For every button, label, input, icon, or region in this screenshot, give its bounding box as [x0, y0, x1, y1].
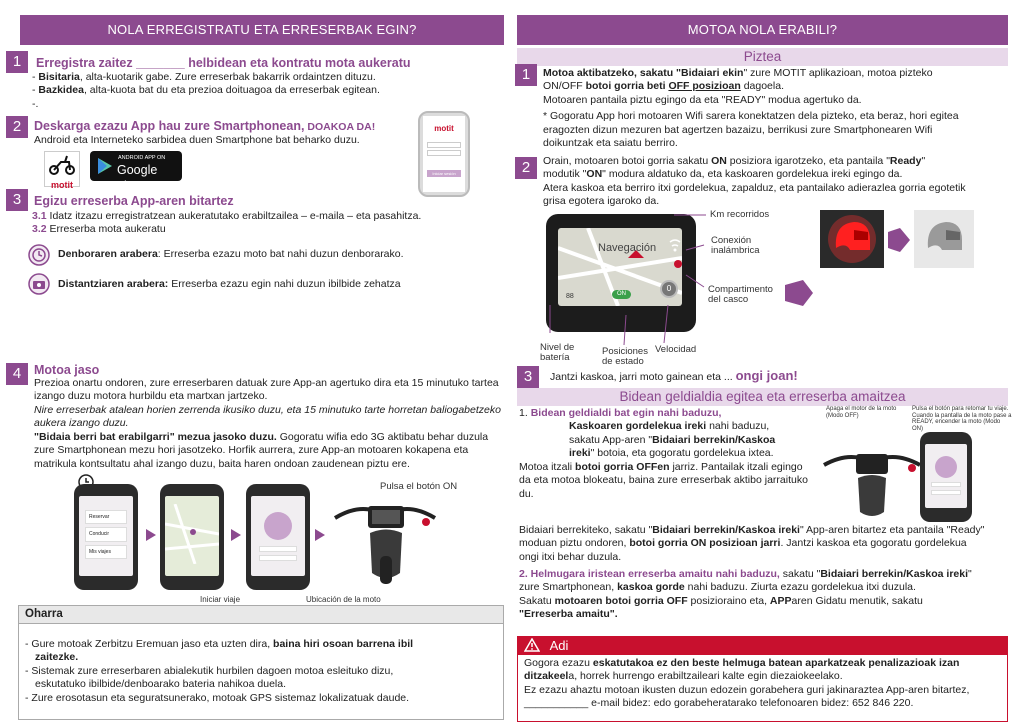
step-number-4: 4	[6, 363, 28, 385]
distance-icon	[28, 273, 50, 295]
stop-end-header: Bidean geldialdia egitea eta erreserba amaitzea	[517, 388, 1008, 406]
stop-text: 1. Bidean geldialdi bat egin nahi baduzu, Kaskoaren gordelekua ireki nahi baduzu, sakatu App-aren "Bidaiari berrekin/Kaskoa ireki" botoia, eta gogoratu gordelekua ixtea. Motoa itzali botoi gorria OFFen jarriz. Pantailak itzali egingo da eta motoa blokeatu, baina zure erreserbak aktibo jarraituko du.	[519, 407, 808, 500]
helmet-red-panel	[820, 210, 884, 268]
clock-icon	[28, 244, 50, 266]
reserve-steps: 3.1 Idatz itzazu erregistratzean aukeratutako erabiltzailea – e-maila – eta pasahitza. 3.2 Erreserba mota aukeratu	[32, 210, 422, 236]
label-km: Km recorridos	[710, 209, 770, 220]
label-moto-location: Ubicación de la moto	[306, 595, 381, 604]
arrow-right-icon	[314, 528, 326, 542]
label-helmet-compartment: Compartimento del casco	[708, 284, 773, 306]
right-header: MOTOA NOLA ERABILI?	[517, 15, 1008, 45]
arrow-right-icon	[888, 228, 910, 252]
label-speed: Velocidad	[655, 344, 697, 355]
note-title: Oharra	[19, 606, 503, 624]
use-step-2: 2	[515, 157, 537, 179]
speedometer: 0	[660, 280, 678, 298]
app-phone-login: motit Iniciar sesión	[418, 111, 470, 197]
arrow-right-icon	[230, 528, 242, 542]
label-turn-off: Apaga el motor de la moto (Modo OFF)	[826, 406, 897, 419]
turn-on-header: Piztea	[517, 48, 1008, 66]
app-phone-start	[246, 484, 310, 590]
activate-text: Motoa aktibatzeko, sakatu "Bidaiari ekin" zure MOTIT aplikazioan, motoa pizteko ON/OFF botoi gorria beti OFF posizioan dagoela. Motoaren pantaila piztu egingo da eta "READY" modua agertuko da. * Gogoratu App hori motoaren Wifi sarera konektatzen dela pizteko, eta beraz, hori egitea eragozten dizun mezuren bat agertzen bazaizu, berrikusi zure Smartphonearen Wifi doikuntzak eta saiatu berriro.	[543, 67, 959, 150]
google-play-button[interactable]: ANDROID APP ON Google play	[90, 151, 182, 181]
helmet-icon	[914, 210, 974, 268]
register-options: - Bisitaria, alta-kuotarik gabe. Zure erreserbak bakarrik ordaintzen dituzu. - Bazkidea, alta-kuota bat du eta prezioa doituagoa da erreserbak egitean. -.	[32, 71, 380, 110]
use-step-1: 1	[515, 64, 537, 86]
helmet-icon	[820, 210, 884, 268]
note-list: - Gure motoak Zerbitzu Eremuan jaso eta uzten dira, baina hiri osoan barrena ibil zaitezke. - Sistemak zure erreserbaren abialekutik hurbilen dagoen motoa esleituko dizu, eskutatuko ibilbide/denboarako bateria nahikoa duela. - Zure erosotasun eta seguratsunerako, motoak GPS sistemaz lokalizatuak daude.	[25, 638, 414, 704]
pickup-title: Motoa jaso	[34, 363, 100, 377]
use-step-3: 3	[517, 366, 539, 388]
arrow-right-icon	[145, 528, 157, 542]
label-battery: Nivel de batería	[540, 342, 575, 364]
step-number-3: 3	[6, 189, 28, 211]
download-title: Deskarga ezazu App hau zure Smartphonean, DOAKOA DA!	[34, 119, 376, 133]
app-phone-map	[160, 484, 224, 590]
scooter-icon	[45, 152, 79, 176]
scooter-front-illustration	[330, 478, 440, 588]
step-number-1: 1	[6, 51, 28, 73]
end-reservation-text: 2. Helmugara iristean erreserba amaitu nahi baduzu, sakatu "Bidaiari berrekin/Kaskoa ireki" zure Smartphonean, kaskoa gorde nahi baduzu. Ziurta ezazu gordelekua itxi duzula. Sakatu motoaren botoi gorria OFF posizioraino eta, APParen Gidatu menutik, sakatu "Erreserba amaitu".	[519, 568, 972, 621]
label-connection: Conexión inalámbrica	[711, 235, 760, 257]
label-status: Posiciones de estado	[602, 346, 648, 368]
option-distance: Distantziaren arabera: Erreserba ezazu egin nahi duzun ibilbide zehatza	[58, 278, 401, 290]
download-text: Android eta Interneteko sarbidea duen Smartphone bat beharko duzu.	[34, 134, 360, 146]
on-indicator: ON	[612, 290, 631, 299]
left-header: NOLA ERREGISTRATU ETA ERRESERBAK EGIN?	[20, 15, 504, 45]
label-press-on: Pulsa el botón ON	[380, 481, 458, 492]
step-number-2: 2	[6, 116, 28, 138]
attention-title-bar: Adi	[518, 637, 1007, 655]
dashboard-callout-lines	[536, 205, 706, 345]
app-phone-menu: Reservar Conducir Mis viajes	[74, 484, 138, 590]
pickup-text: Prezioa onartu ondoren, zure erreserbaren datuak zure App-an agertuko dira eta 15 minutuko tartea izango duzu motora hurbildu eta martxan jartzeko. Nire erreserbak atalean horien zerrenda ikusiko duzu, eta 15 minutuko tarte horretan baliogabetzeko aukera izango duzu. "Bidaia berri bat erabilgarri" mezua jasoko duzu. Gogoratu wifia edo 3G aktibatu behar duzula zure Smartphonean mezu hori jasotzeko. Horfik aurrera, zure App-an motoaren kokapena eta matrikula kontsultatu ahal izango duzu, baita haren ondoan zaudenean piztu ere.	[34, 377, 501, 470]
motit-logo: motit	[44, 151, 80, 187]
attention-box	[517, 636, 1008, 722]
warning-icon	[524, 638, 540, 652]
ride-text: Jantzi kaskoa, jarri moto gainean eta ... ongi joan!	[550, 368, 798, 383]
button-on-text: Orain, motoaren botoi gorria sakatu ON posiziora igarotzeko, eta pantaila "Ready" modutik "ON" modura aldatuko da, eta kaskoaren gordelekua ireki egingo da. Atera kaskoa eta berriro itxi gordelekua, zapalduz, eta pantailako adierazlea gorria egotetik grisa egotera igaroko da.	[543, 155, 966, 208]
scooter-front-illustration	[822, 430, 922, 520]
login-button: Iniciar sesión	[427, 170, 461, 177]
attention-text: Gogora ezazu eskatutakoa ez den beste helmuga batean aparkatzeak penalizazioak izan ditzakeela, horrek hurrengo erabiltzaileari kalte egin diezaiokeelako. Ez ezazu ahaztu motoan ikusten duzun edozein gorabehera guri jakinaraztea App-aren bitartez, ___________ e-mail bidez: edo gorabeheratarako telefonoaren bidez: 652 846 220.	[524, 657, 970, 710]
label-resume: Pulsa el botón para retomar tu viaje. Cuando la pantalla de la moto pase a READY, encender la moto (Modo ON)	[912, 406, 1012, 432]
option-time: Denboraren arabera: Erreserba ezazu moto bat nahi duzun denborarako.	[58, 248, 404, 260]
resume-text: Bidaiari berrekiteko, sakatu "Bidaiari berrekin/Kaskoa ireki" App-aren bitartez eta pantaila "Ready" moduan piztu ondoren, botoi gorria ON posizioan jarri. Jantzi kaskoa eta gogoratu gordelekua ongi itxi behar duzula.	[519, 524, 985, 563]
note-box	[18, 605, 504, 720]
dashboard-display: Navegación ON 88 0	[546, 214, 696, 332]
helmet-grey-panel	[914, 210, 974, 268]
map-icon	[165, 504, 219, 564]
register-title: Erregistra zaitez _______ helbidean eta kontratu mota aukeratu	[36, 56, 411, 70]
reserve-title: Egizu erreserba App-aren bitartez	[34, 194, 234, 208]
label-start-trip: Iniciar viaje	[200, 595, 241, 604]
arrow-right-icon	[785, 280, 813, 306]
play-store-icon	[96, 157, 114, 175]
app-phone-resume	[920, 432, 972, 522]
